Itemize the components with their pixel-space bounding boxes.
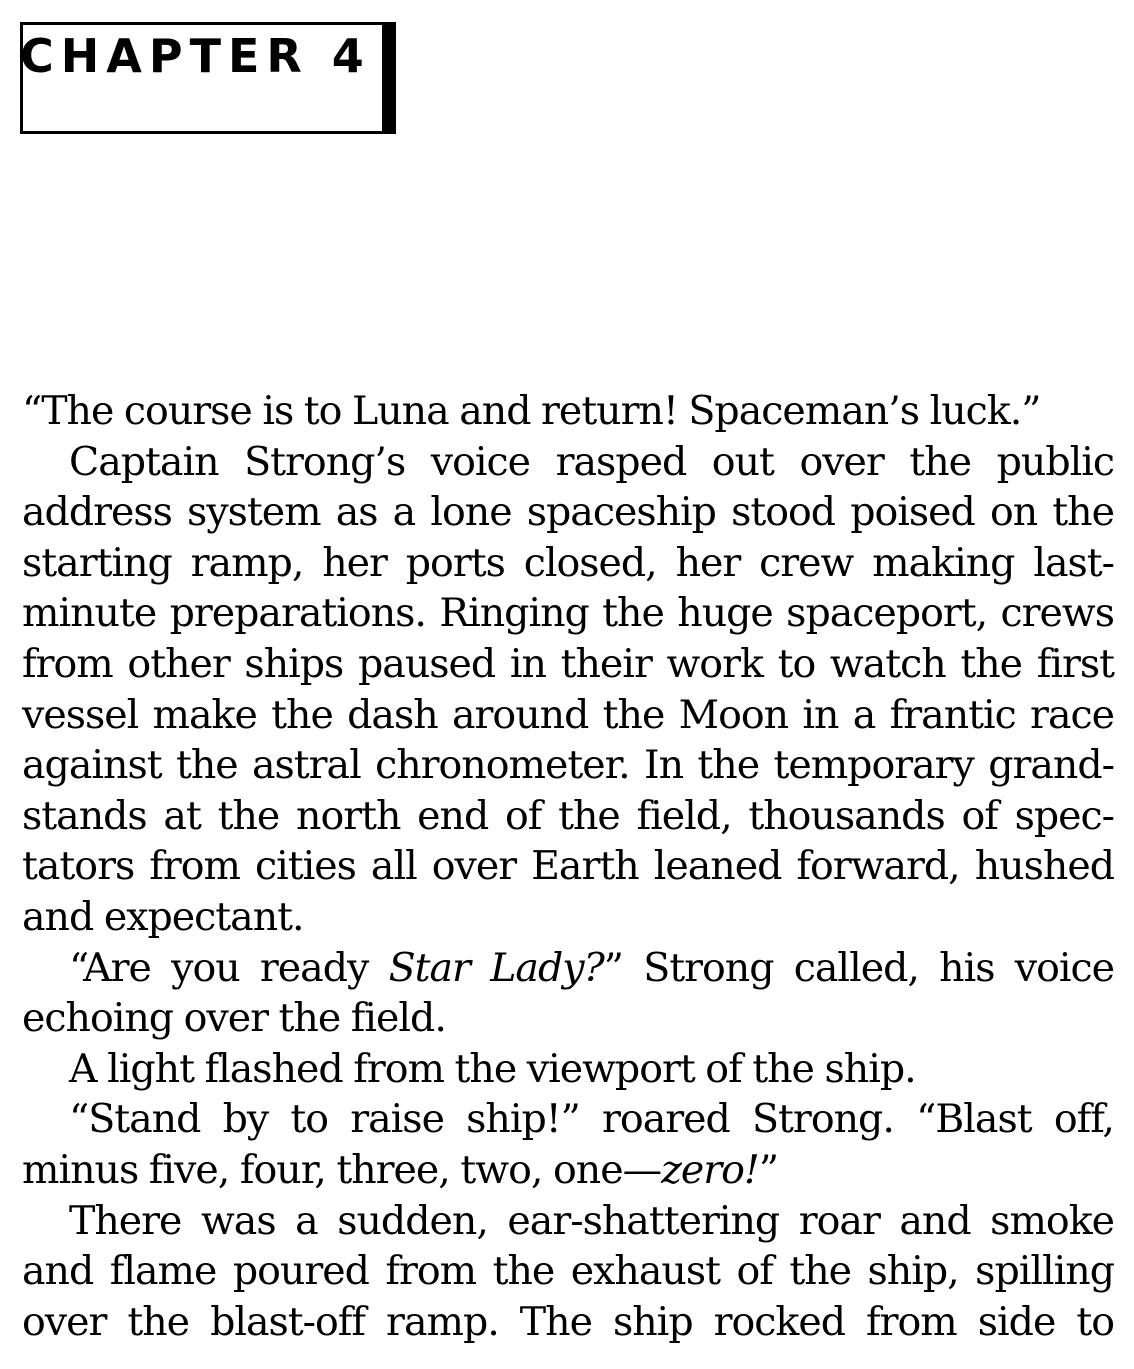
paragraph-5 [22, 1094, 1114, 1195]
paragraph-4: A light flashed from the viewport of the ship. [69, 1045, 916, 1092]
paragraph-5-end: ” [758, 1146, 779, 1193]
paragraph-5-start: “Stand by to raise ship!” roared Strong. “Blast off, minus five, four, three, two, one— [22, 1096, 1114, 1193]
paragraph-6: There was a sudden, ear-shattering roar and smoke and flame poured from the exhaust of the ship, spilling over the blast-off ramp. The ship rocked from side to [22, 1197, 1114, 1345]
zero-emphasis: zero! [661, 1146, 759, 1193]
ship-name-emphasis: Star Lady? [388, 944, 604, 991]
paragraph-1: “The course is to Luna and return! Spaceman’s luck.” [22, 388, 1041, 434]
body-text [22, 386, 1114, 1347]
paragraph-3 [22, 943, 1114, 1044]
paragraph-2: Captain Strong’s voice rasped out over the public address system as a lone spaceship stood poised on the starting ramp, her ports closed, her crew making last-minute preparations. Ringing the huge spaceport, crews from other ships paused in their work to watch the first vessel make the dash around the Moon in a frantic race against the astral chronometer. In the temporary grand-stands at the north end of the field, thousands of spec-tators from cities all over Earth leaned forward, hushed and expectant. [22, 438, 1114, 940]
chapter-title: CHAPTER 4 [20, 29, 371, 83]
paragraph-3-start: “Are you ready [69, 944, 389, 991]
paragraph-3-end: ” Strong called, his voice echoing over the field. [22, 944, 1114, 1042]
